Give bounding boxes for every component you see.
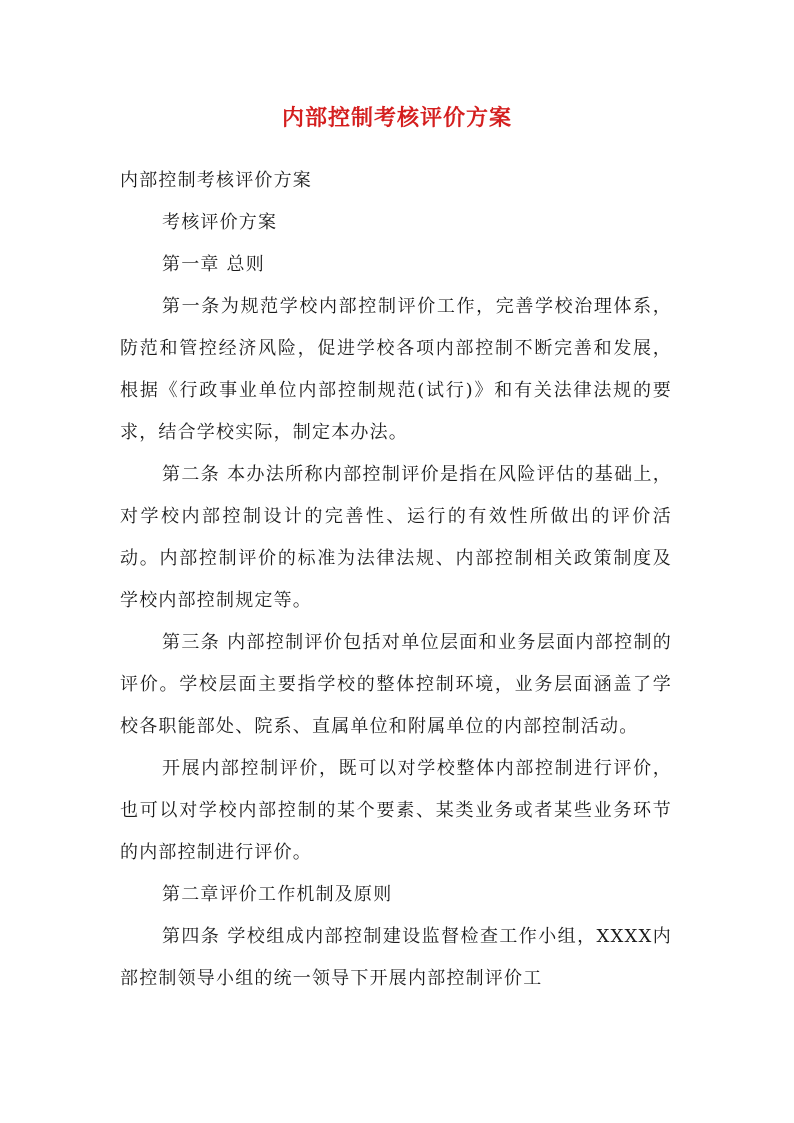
body-paragraph: 开展内部控制评价，既可以对学校整体内部控制进行评价，也可以对学校内部控制的某个要素、某类业务或者某些业务环节的内部控制进行评价。: [120, 758, 672, 863]
article-paragraph: 第二条 本办法所称内部控制评价是指在风险评估的基础上，对学校内部控制设计的完善性、运行的有效性所做出的评价活动。内部控制评价的标准为法律法规、内部控制相关政策制度及学校内部控制规定等。: [120, 464, 672, 611]
section-heading: 考核评价方案: [162, 212, 278, 233]
document-title: 内部控制考核评价方案: [281, 105, 512, 131]
subtitle-paragraph: 内部控制考核评价方案: [120, 170, 312, 191]
document-body: [120, 160, 672, 1000]
article-paragraph: 第四条 学校组成内部控制建设监督检查工作小组，XXXX内部控制领导小组的统一领导下开展内部控制评价工: [120, 926, 672, 989]
article-paragraph: 第一条为规范学校内部控制评价工作，完善学校治理体系，防范和管控经济风险，促进学校各项内部控制不断完善和发展，根据《行政事业单位内部控制规范(试行)》和有关法律法规的要求，结合学校实际，制定本办法。: [120, 296, 672, 443]
chapter-heading: 第一章 总则: [162, 254, 265, 275]
chapter-heading: 第二章评价工作机制及原则: [162, 884, 393, 905]
article-paragraph: 第三条 内部控制评价包括对单位层面和业务层面内部控制的评价。学校层面主要指学校的整体控制环境，业务层面涵盖了学校各职能部处、院系、直属单位和附属单位的内部控制活动。: [120, 632, 672, 737]
